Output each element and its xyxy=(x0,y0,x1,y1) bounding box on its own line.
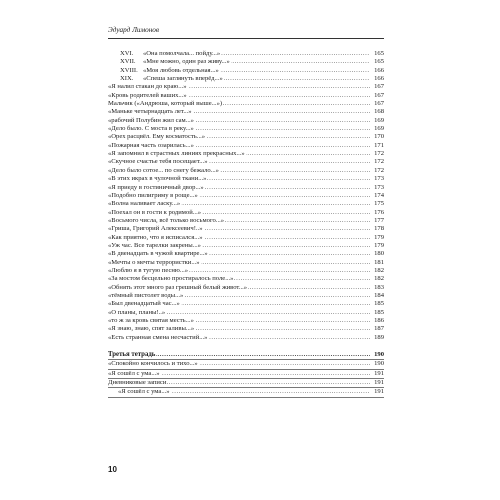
toc-indented-page: 191 xyxy=(374,388,384,396)
toc-leader xyxy=(108,325,370,333)
toc-entry-title: «О планы, планы!..» xyxy=(108,308,166,316)
page-number: 10 xyxy=(108,465,117,474)
toc-entry[interactable] xyxy=(108,334,384,342)
table-of-contents xyxy=(108,50,384,398)
toc-entry[interactable] xyxy=(108,300,384,308)
toc-leader xyxy=(108,108,370,116)
toc-entry-title: «Я налил стакан до краю...» xyxy=(108,83,187,91)
toc-entry-page: 169 xyxy=(374,125,384,133)
toc-entry-page: 167 xyxy=(374,83,384,91)
toc-leader xyxy=(108,259,370,267)
toc-entry[interactable] xyxy=(108,209,384,217)
toc-leader xyxy=(108,217,370,225)
toc-leader xyxy=(108,379,370,387)
toc-entry-page: 175 xyxy=(374,200,384,208)
toc-section-entry[interactable] xyxy=(108,370,384,378)
toc-entry[interactable] xyxy=(108,184,384,192)
toc-entry[interactable] xyxy=(108,250,384,258)
toc-sub-entry[interactable] xyxy=(108,67,384,75)
toc-entry-title: «Я знаю, знаю, спят заливы...» xyxy=(108,325,195,333)
toc-entry[interactable] xyxy=(108,217,384,225)
toc-entry-number: XVII. xyxy=(120,58,136,66)
toc-entry-number: XVIII. xyxy=(120,66,138,74)
toc-leader xyxy=(108,317,370,325)
toc-leader xyxy=(108,209,370,217)
toc-entry-page: 191 xyxy=(374,369,384,377)
toc-entry-page: 185 xyxy=(374,300,384,308)
toc-leader xyxy=(108,125,370,133)
toc-leader xyxy=(108,83,370,91)
toc-leader xyxy=(108,142,370,150)
toc-leader xyxy=(108,92,370,100)
toc-leader xyxy=(108,360,370,368)
toc-entry-title: «Спеша заглянуть вперёд...» xyxy=(143,75,223,83)
toc-entry[interactable] xyxy=(108,117,384,125)
toc-entry-title: «Я приеду в гостиничный двор...» xyxy=(108,183,204,191)
toc-entry-title: «Как приятно, что я исписался...» xyxy=(108,233,203,241)
toc-entry-title: «Обнять этот много раз грешный белый живот...» xyxy=(108,283,248,291)
toc-leader xyxy=(120,67,370,75)
toc-entry-title: «Скучное счастье тебя посещает...» xyxy=(108,158,208,166)
toc-entry-page: 167 xyxy=(374,91,384,99)
toc-leader xyxy=(108,250,370,258)
toc-entry-page: 177 xyxy=(374,216,384,224)
toc-leader xyxy=(108,133,370,141)
toc-entry-title: «За мостом бесцельно простиралось поле...» xyxy=(108,275,234,283)
header-rule xyxy=(108,38,384,39)
toc-entry-page: 165 xyxy=(374,50,384,57)
toc-leader xyxy=(108,150,370,158)
toc-entry[interactable] xyxy=(108,100,384,108)
toc-entry-page: 172 xyxy=(374,150,384,158)
toc-leader xyxy=(108,370,370,378)
toc-entry[interactable] xyxy=(108,275,384,283)
toc-entry-page: 165 xyxy=(374,58,384,66)
toc-entry-page: 183 xyxy=(374,283,384,291)
toc-leader xyxy=(108,158,370,166)
toc-entry[interactable] xyxy=(108,225,384,233)
toc-entry-title: Дневниковые записи xyxy=(108,379,167,387)
toc-entry[interactable] xyxy=(108,309,384,317)
toc-entry-title: «Люблю я в тугую песню...» xyxy=(108,266,189,274)
toc-leader xyxy=(120,75,370,83)
toc-entry-title: «Поехал он в гости к родимой...» xyxy=(108,208,202,216)
toc-entry-title: «Дело было сотое... по снегу бежало...» xyxy=(108,166,219,174)
toc-entry-title: «Кровь родителей ваших...» xyxy=(108,91,187,99)
toc-leader xyxy=(108,284,370,292)
toc-entry-title: «Мне можно, один раз живу...» xyxy=(143,58,230,66)
toc-entry-title: «то ж за кровь святая месть...» xyxy=(108,317,194,324)
toc-entry-page: 170 xyxy=(374,133,384,141)
toc-leader xyxy=(118,388,370,396)
toc-entry-title: «Я сошёл с ума...» xyxy=(108,369,160,377)
toc-entry[interactable] xyxy=(108,259,384,267)
row-rule xyxy=(108,397,384,398)
toc-leader xyxy=(108,309,370,317)
toc-entry[interactable] xyxy=(108,242,384,250)
toc-entry-title: «Гриша, Григорий Алексеевич!..» xyxy=(108,225,203,233)
toc-entry-page: 185 xyxy=(374,308,384,316)
toc-sub-entry[interactable] xyxy=(108,58,384,66)
toc-entry[interactable] xyxy=(108,108,384,116)
toc-entry-page: 173 xyxy=(374,183,384,191)
toc-entry[interactable] xyxy=(108,150,384,158)
toc-entry[interactable] xyxy=(108,292,384,300)
toc-section-page: 190 xyxy=(374,351,384,359)
toc-entry-page: 178 xyxy=(374,225,384,233)
toc-entry-title: «Она помолчала... пойду...» xyxy=(143,50,221,57)
sub-entries-list xyxy=(108,50,384,83)
toc-entry[interactable] xyxy=(108,192,384,200)
toc-entry-page: 179 xyxy=(374,241,384,249)
toc-entry-title: «Пожарная часть озарилась...» xyxy=(108,141,194,149)
toc-entry-page: 167 xyxy=(374,100,384,108)
toc-entry-number: XVI. xyxy=(120,50,134,57)
toc-entry-page: 191 xyxy=(374,379,384,387)
toc-entry-title: «рабочий Полубин жил сам...» xyxy=(108,116,194,124)
toc-entry[interactable] xyxy=(108,133,384,141)
toc-entry-title: «тёмный пистолет воды...» xyxy=(108,291,184,299)
toc-entry-title: «Спокойно кончилось и тихо...» xyxy=(108,360,198,368)
toc-entry[interactable] xyxy=(108,92,384,100)
toc-entry[interactable] xyxy=(108,125,384,133)
toc-entry-title: «Уж час. Все тарелки закрены...» xyxy=(108,241,201,249)
toc-entry-page: 166 xyxy=(374,75,384,83)
toc-entry-page: 186 xyxy=(374,317,384,324)
toc-entry[interactable] xyxy=(108,234,384,242)
toc-entry[interactable] xyxy=(108,200,384,208)
toc-entry-page: 179 xyxy=(374,233,384,241)
toc-entry-page: 184 xyxy=(374,291,384,299)
section-gap xyxy=(108,342,384,351)
toc-leader xyxy=(108,167,370,175)
toc-entry[interactable] xyxy=(108,284,384,292)
toc-leader xyxy=(120,50,370,58)
toc-entry-page: 181 xyxy=(374,258,384,266)
toc-entry-page: 182 xyxy=(374,266,384,274)
toc-leader xyxy=(108,267,370,275)
toc-leader xyxy=(108,242,370,250)
toc-entry-page: 180 xyxy=(374,250,384,258)
toc-entry-title: «Был двенадцатый час...» xyxy=(108,300,180,308)
toc-entry[interactable] xyxy=(108,83,384,91)
toc-entry-title: Мальчик («Андрюша, который выше...») xyxy=(108,100,223,108)
toc-leader xyxy=(108,225,370,233)
toc-entry-page: 182 xyxy=(374,275,384,283)
toc-entry-title: «Дело было. С моста в реку...» xyxy=(108,125,194,133)
toc-entry-title: «В этих икрах в чулочной ткани...» xyxy=(108,175,207,183)
toc-entry-number: XIX. xyxy=(120,75,134,83)
toc-leader xyxy=(108,192,370,200)
entries-list xyxy=(108,83,384,342)
toc-entry-page: 171 xyxy=(374,141,384,149)
section-entries-list xyxy=(108,360,384,388)
toc-section-row[interactable] xyxy=(108,351,384,359)
toc-entry-title: «В двенадцать в чужой квартире...» xyxy=(108,250,208,258)
toc-entry-page: 173 xyxy=(374,175,384,183)
toc-entry-title: «Волна наливает ласку...» xyxy=(108,200,181,208)
toc-section-title: Третья тетрадь xyxy=(108,351,156,359)
toc-entry-page: 189 xyxy=(374,333,384,341)
toc-section-entry[interactable] xyxy=(108,379,384,387)
toc-entry-page: 166 xyxy=(374,66,384,74)
toc-leader xyxy=(108,100,370,108)
toc-entry-page: 176 xyxy=(374,208,384,216)
toc-leader xyxy=(120,58,370,66)
toc-section-entry[interactable] xyxy=(108,360,384,368)
toc-entry[interactable] xyxy=(108,317,384,325)
toc-entry-title: «Подобно пилигриму в роще...» xyxy=(108,191,198,199)
toc-leader xyxy=(108,200,370,208)
toc-entry-title: «Мечты о мечты террористки...» xyxy=(108,258,200,266)
toc-leader xyxy=(108,300,370,308)
toc-entry[interactable] xyxy=(108,175,384,183)
toc-entry[interactable] xyxy=(108,142,384,150)
toc-leader xyxy=(108,175,370,183)
toc-entry-page: 172 xyxy=(374,158,384,166)
toc-sub-entry[interactable] xyxy=(108,50,384,58)
toc-entry-title: «Орех расцвёл. Ему косматость...» xyxy=(108,133,206,141)
toc-leader xyxy=(108,184,370,192)
toc-leader xyxy=(108,117,370,125)
toc-entry-page: 190 xyxy=(374,360,384,368)
toc-entry-title: «Моя любовь отдельная...» xyxy=(143,66,219,74)
toc-entry-page: 174 xyxy=(374,191,384,199)
toc-entry-page: 168 xyxy=(374,108,384,116)
toc-entry-page: 172 xyxy=(374,166,384,174)
toc-entry-title: «Маньке четырнадцать лет...» xyxy=(108,108,192,116)
toc-leader xyxy=(108,334,370,342)
running-header: Эдуард Лимонов xyxy=(108,26,159,34)
toc-leader xyxy=(108,275,370,283)
toc-leader xyxy=(108,234,370,242)
toc-entry-page: 187 xyxy=(374,325,384,333)
toc-leader xyxy=(108,292,370,300)
toc-sub-entry[interactable] xyxy=(108,75,384,83)
toc-entry[interactable] xyxy=(108,267,384,275)
toc-entry-title: «Я запомнил в страстных линиях прекрасных...» xyxy=(108,150,245,158)
toc-entry-title: «Есть странная смена несчастий...» xyxy=(108,333,208,341)
toc-indented-title: «Я сошёл с ума...» xyxy=(118,388,170,396)
toc-entry[interactable] xyxy=(108,325,384,333)
toc-leader xyxy=(108,351,370,359)
toc-indented-row[interactable] xyxy=(108,388,384,396)
toc-entry-page: 169 xyxy=(374,116,384,124)
toc-entry-title: «Восьмого числа, всё только восьмого...» xyxy=(108,216,225,224)
toc-entry[interactable] xyxy=(108,158,384,166)
toc-entry[interactable] xyxy=(108,167,384,175)
